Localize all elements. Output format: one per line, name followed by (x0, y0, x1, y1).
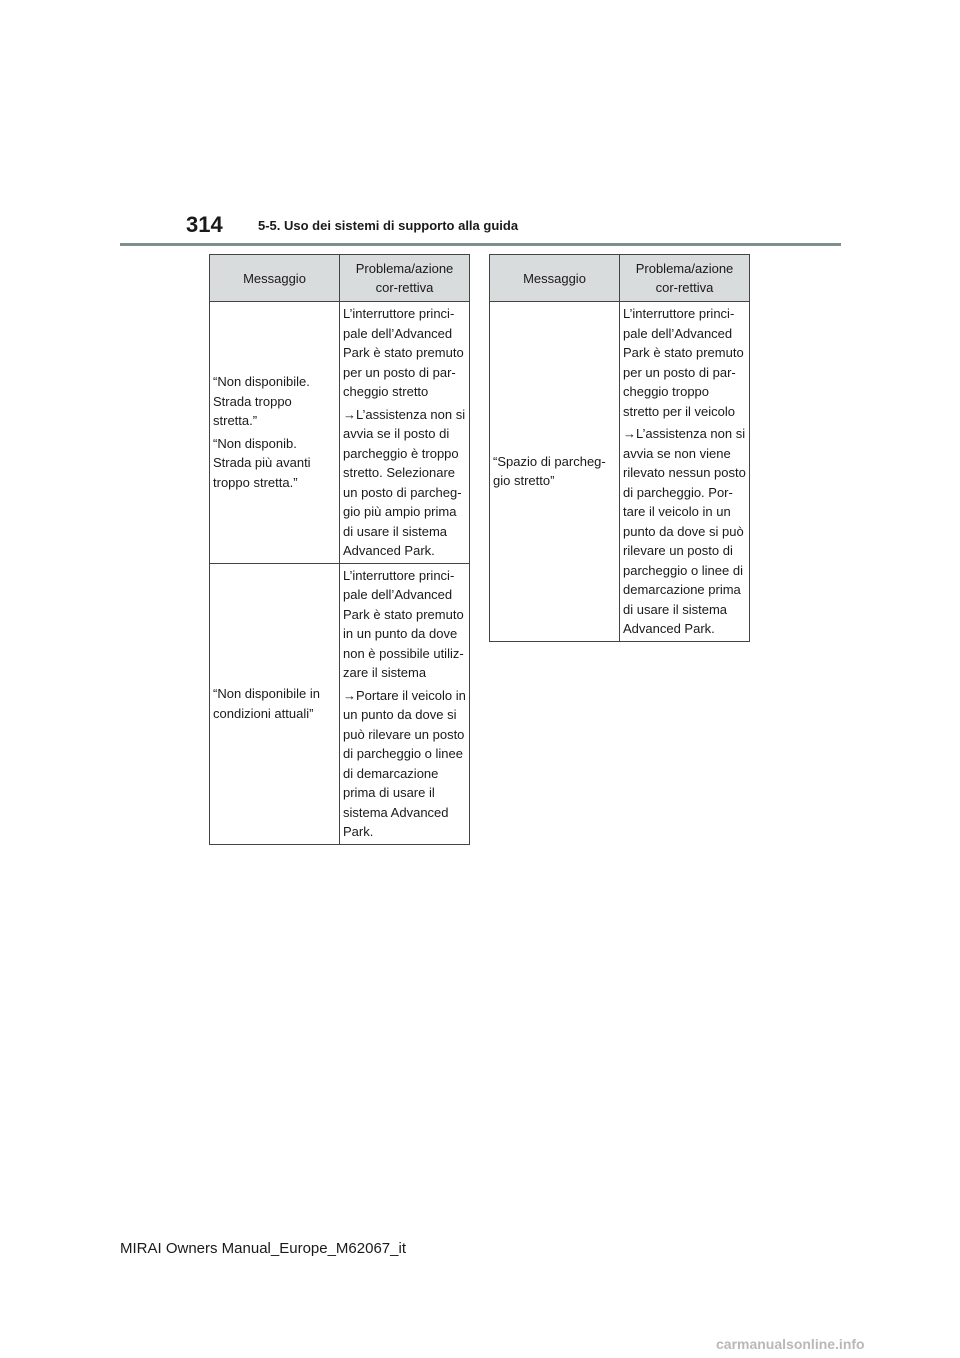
problem-cell (340, 302, 470, 564)
message-text: “Spazio di parcheg-gio stretto” (493, 453, 606, 489)
action-text: →Portare il veicolo in un punto da dove si può rilevare un posto di parcheggio o linee di demarcazione prima di usare il sistema Advanced Park. (343, 687, 466, 839)
message-cell (210, 563, 340, 844)
table-row (490, 302, 750, 642)
column-header-problem: Problema/azione cor-rettiva (340, 255, 470, 302)
action-text: →L’assistenza non si avvia se non viene rilevato nessun posto di parcheggio. Por-tare il veicolo in un punto da dove si può rilevare un posto di parcheggio o linee di demarcazione prima di usare il sistema Advanced Park. (623, 426, 746, 636)
problem-text: L’interruttore princi-pale dell’Advanced Park è stato premuto per un posto di par-cheggio stretto (343, 306, 464, 399)
column-header-message: Messaggio (210, 255, 340, 302)
action-text: →L’assistenza non si avvia se il posto di parcheggio è troppo stretto. Selezionare un posto di parcheg-gio più ampio prima di usare il sistema Advanced Park. (343, 406, 466, 558)
message-text: “Non disponibile in condizioni attuali” (213, 686, 320, 721)
header-rule (120, 243, 841, 246)
table-row (210, 563, 470, 844)
message-cell (210, 302, 340, 564)
message-table-right (489, 254, 750, 642)
message-table-left (209, 254, 470, 845)
column-header-problem: Problema/azione cor-rettiva (620, 255, 750, 302)
problem-cell (340, 563, 470, 844)
table-header-row (210, 255, 470, 302)
table-header-row (490, 255, 750, 302)
problem-cell (620, 302, 750, 642)
page-number: 314 (186, 212, 223, 237)
footer-manual-id: MIRAI Owners Manual_Europe_M62067_it (120, 1240, 406, 1257)
problem-text: L’interruttore princi-pale dell’Advanced Park è stato premuto in un punto da dove non è possibile utiliz-zare il sistema (343, 567, 464, 680)
section-title: 5-5. Uso dei sistemi di supporto alla guida (258, 218, 519, 233)
watermark: carmanualsonline.info (716, 1336, 865, 1352)
message-text: “Non disponib. Strada più avanti troppo stretta.” (213, 435, 311, 490)
column-header-message: Messaggio (490, 255, 620, 302)
message-text: “Non disponibile. Strada troppo stretta.” (213, 374, 310, 429)
message-cell (490, 302, 620, 642)
problem-text: L’interruttore princi-pale dell’Advanced Park è stato premuto per un posto di par-cheggio troppo stretto per il veicolo (623, 306, 744, 419)
table-row (210, 302, 470, 564)
